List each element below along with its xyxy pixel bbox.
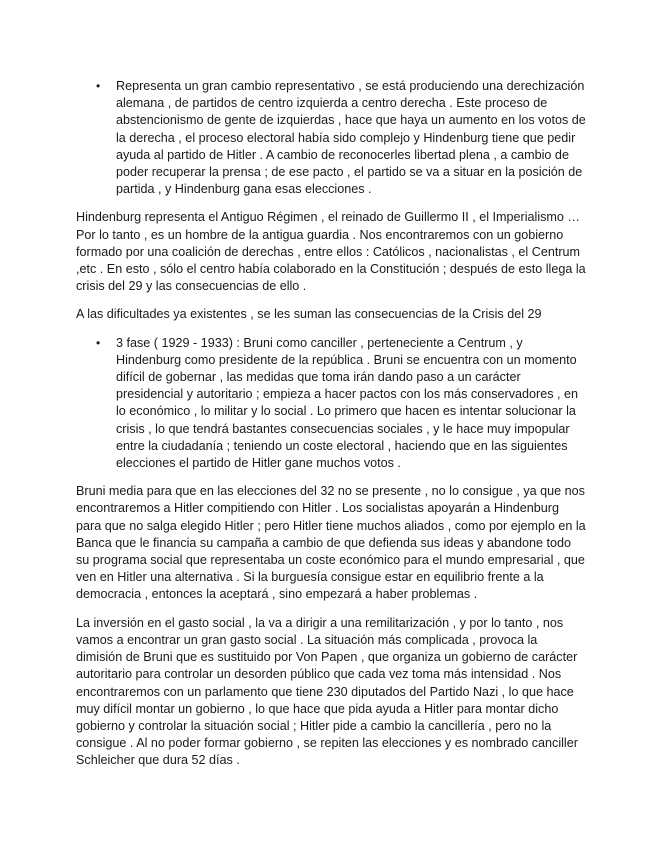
bullet-item-2: [76, 335, 586, 473]
bullet-icon: •: [96, 79, 101, 93]
paragraph-dificultades: A las dificultades ya existentes , se les suman las consecuencias de la Crisis del 29: [76, 307, 542, 322]
bullet-text-2: 3 fase ( 1929 - 1933) : Bruni como canciller , perteneciente a Centrum , y Hindenburg como presidente de la república . Bruni se encuentra con un momento difícil de gobernar , las medidas que toma irán dando paso a un carácter presidencial y autoritario ; empieza a hacer pactos con los más conservadores , en lo económico , lo militar y lo social . Lo primero que hacen es intentar solucionar la crisis , lo que tendrá bastantes consecuencias sociales , y le hace muy impopular entre la ciudadanía ; teniendo un coste electoral , haciendo que en las siguientes elecciones el partido de Hitler gane muchos votos .: [116, 335, 579, 471]
bullet-text-1: Representa un gran cambio representativo , se está produciendo una derechización alemana , de partidos de centro izquierda a centro derecha . Este proceso de abstencionismo de gente de izquierdas , hace que haya un aumento en los votos de la derecha , el proceso electoral había sido complejo y Hindenburg tiene que pedir ayuda al partido de Hitler . A cambio de reconocerles libertad plena , a cambio de poder recuperar la prensa ; de ese pacto , el partido se va a situar en la posición de partida , y Hindenburg gana esas elecciones .: [116, 79, 586, 197]
paragraph-bruni-elecciones: Bruni media para que en las elecciones del 32 no se presente , no lo consigue , ya que nos encontraremos a Hitler compitiendo con Hitler . Los socialistas apoyarán a Hindenburg para que no salga elegido Hitler ; pero Hitler tiene muchos aliados , como por ejemplo en la Banca que le financia su campaña a cambio de que defienda sus ideas y abandone todo su programa social que representaba un coste económico para el mundo empresarial , que ven en Hitler una alternativa . Si la burguesía consigue estar en equilibrio frente a la democracia , entonces la aceptará , sino empezará a haber problemas .: [76, 484, 586, 602]
document-body: [76, 78, 586, 781]
bullet-icon: •: [96, 335, 101, 350]
paragraph-hindenburg: Hindenburg representa el Antiguo Régimen , el reinado de Guillermo II , el Imperialismo … Por lo tanto , es un hombre de la antigua guardia . Nos encontraremos con un gobierno formado por una coalición de derechas , entre ellos : Católicos , nacionalistas , el Centrum ,etc . En esto , sólo el centro había colaborado en la Constitución ; después de esto llega la crisis del 29 y las consecuencias de ello .: [76, 210, 586, 294]
bullet-item-1: [76, 78, 586, 198]
paragraph-inversion-gasto-social: La inversión en el gasto social , la va a dirigir a una remilitarización , y por lo tanto , nos vamos a encontrar un gran gasto social . La situación más complicada , provoca la dimisión de Bruni que es sustituido por Von Papen , que organiza un gobierno de carácter autoritario para controlar un desorden público que cada vez toma más intensidad . Nos encontraremos con un parlamento que tiene 230 diputados del Partido Nazi , lo que hace muy difícil montar un gobierno , lo que hace que pida ayuda a Hitler para montar dicho gobierno y controlar la situación social ; Hitler pide a cambio la cancillería , pero no la consigue . Al no poder formar gobierno , se repiten las elecciones y es nombrado canciller Schleicher que dura 52 días .: [76, 615, 578, 768]
